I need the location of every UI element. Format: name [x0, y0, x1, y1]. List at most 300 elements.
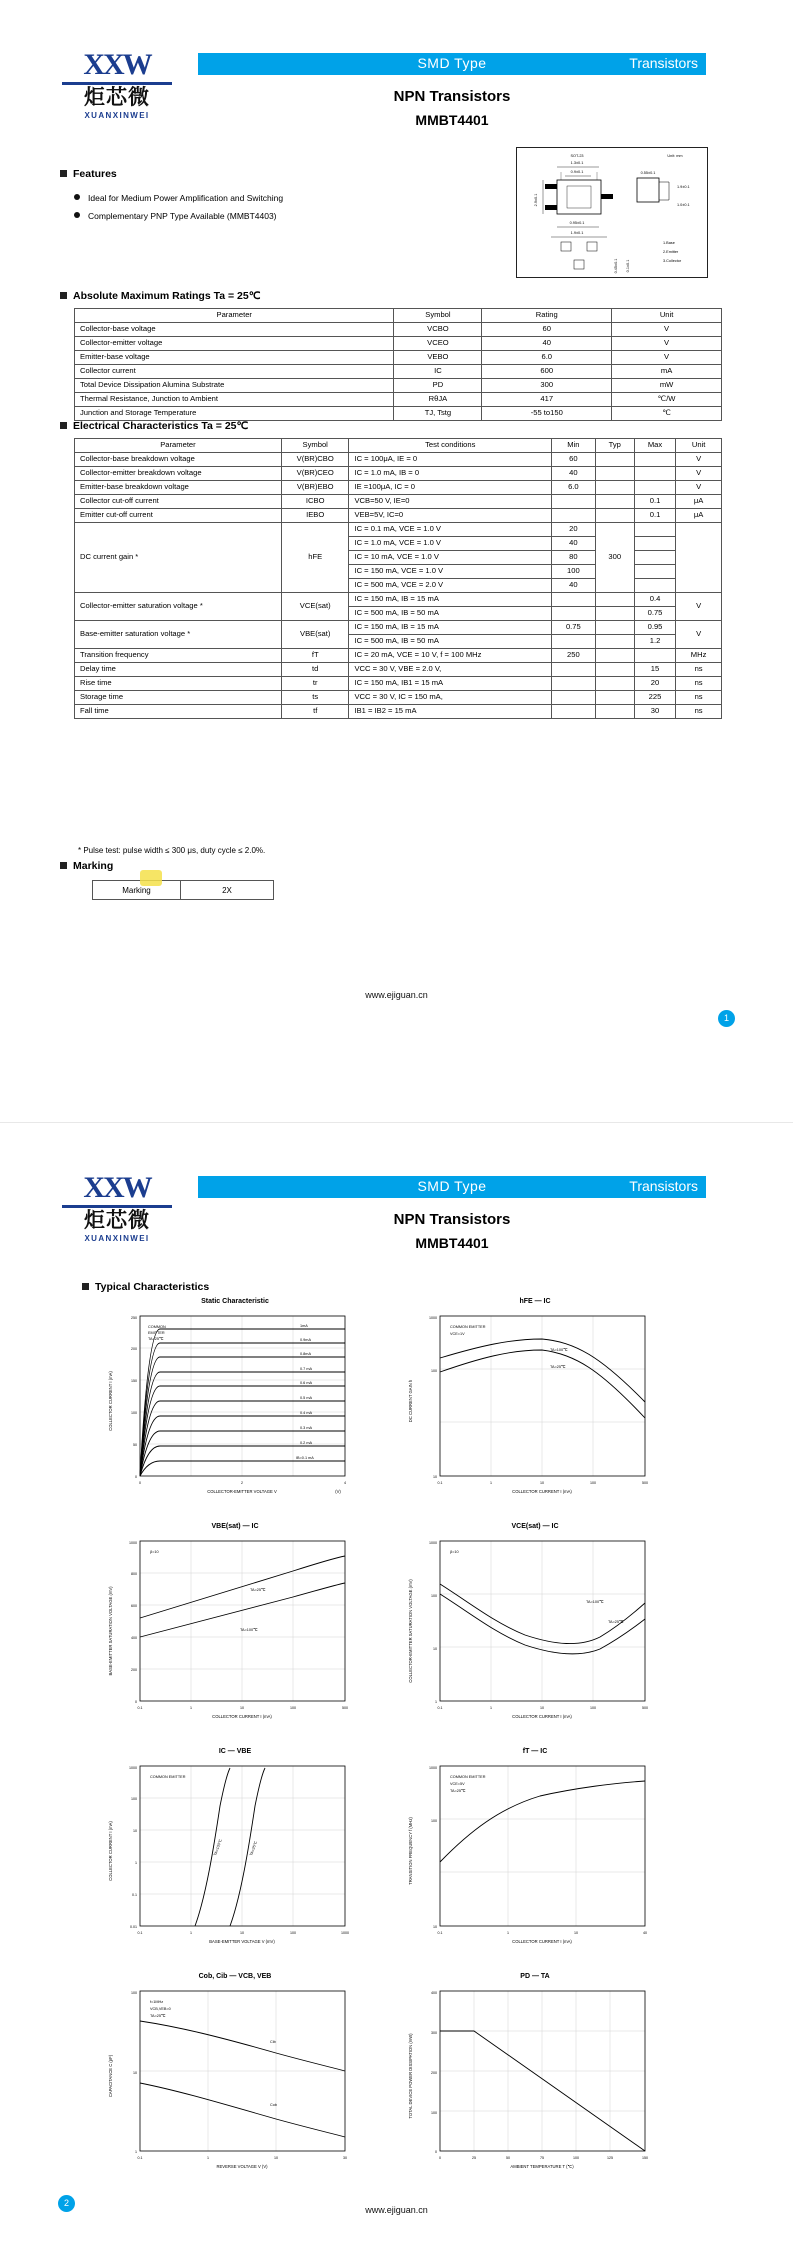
table-row — [75, 495, 722, 509]
table-row — [75, 365, 722, 379]
cell-unit: ℃ — [612, 407, 722, 421]
col-typ: Typ — [595, 439, 634, 453]
cell-max: 15 — [634, 663, 675, 677]
col-symbol: Symbol — [394, 309, 482, 323]
svg-text:0.8mA: 0.8mA — [300, 1352, 311, 1356]
cell-max — [634, 565, 675, 579]
cell-unit: V — [612, 337, 722, 351]
table-row — [75, 705, 722, 719]
svg-text:COLLECTOR CURRENT I (mA): COLLECTOR CURRENT I (mA) — [108, 1821, 113, 1881]
svg-text:0.9±0.1: 0.9±0.1 — [570, 170, 584, 174]
svg-text:COLLECTOR CURRENT I (mA): COLLECTOR CURRENT I (mA) — [512, 1939, 572, 1944]
svg-text:0.01: 0.01 — [130, 1925, 137, 1929]
cell-condition: IC = 150 mA, IB = 15 mA — [349, 593, 552, 607]
svg-text:10: 10 — [240, 1931, 244, 1935]
svg-text:1.9±0.1: 1.9±0.1 — [677, 185, 690, 189]
cell-parameter: Collector-base breakdown voltage — [75, 453, 282, 467]
cell-condition: IC = 100μA, IE = 0 — [349, 453, 552, 467]
svg-text:TRANSITION FREQUENCY f (M: TRANSITION FREQUENCY f (MHz) — [408, 1817, 413, 1885]
svg-text:100: 100 — [431, 2111, 437, 2115]
company-logo — [62, 1173, 172, 1243]
cell-parameter: Collector cut-off current — [75, 495, 282, 509]
cell-symbol: V(BR)EBO — [281, 481, 349, 495]
col-unit: Unit — [676, 439, 722, 453]
svg-text:1mA: 1mA — [300, 1324, 308, 1328]
svg-text:10: 10 — [540, 1481, 544, 1485]
chart-ic-vs-vbe — [100, 1748, 370, 1946]
svg-text:COLLECTOR-EMITTER VOLTAGE V: COLLECTOR-EMITTER VOLTAGE V — [207, 1489, 277, 1494]
cell-parameter: Emitter-base voltage — [75, 351, 394, 365]
cell-max — [634, 649, 675, 663]
col-max: Max — [634, 439, 675, 453]
svg-text:100: 100 — [573, 2156, 579, 2160]
cell-condition: IC = 500 mA, IB = 50 mA — [349, 607, 552, 621]
svg-text:REVERSE VOLTAGE V (V): REVERSE VOLTAGE V (V) — [216, 2164, 268, 2169]
table-row — [75, 337, 722, 351]
part-number: MMBT4401 — [415, 112, 489, 128]
chart-title: IC — VBE — [218, 1748, 252, 1755]
table-row — [75, 323, 722, 337]
svg-text:3.Collector: 3.Collector — [663, 259, 682, 263]
svg-text:10: 10 — [274, 2156, 278, 2160]
svg-text:100: 100 — [131, 1411, 137, 1415]
cell-parameter: Collector-emitter voltage — [75, 337, 394, 351]
cell-symbol: hFE — [281, 523, 349, 593]
svg-text:0: 0 — [435, 2150, 437, 2154]
cell-parameter: DC current gain * — [75, 523, 282, 593]
dot-bullet-icon — [74, 194, 80, 200]
svg-text:50: 50 — [506, 2156, 510, 2160]
cell-condition: VCB=50 V, IE=0 — [349, 495, 552, 509]
cell-parameter: Collector-emitter breakdown voltage — [75, 467, 282, 481]
cell-typ — [595, 691, 634, 705]
svg-text:400: 400 — [431, 1991, 437, 1995]
cell-condition: VCC = 30 V, IC = 150 mA, — [349, 691, 552, 705]
chart-title: VBE(sat) — IC — [211, 1523, 259, 1530]
dot-bullet-icon — [74, 212, 80, 218]
cell-symbol: PD — [394, 379, 482, 393]
cell-max: 1.2 — [634, 635, 675, 649]
table-row — [75, 509, 722, 523]
cell-parameter: Junction and Storage Temperature — [75, 407, 394, 421]
cell-unit: V — [612, 351, 722, 365]
cell-condition: IC = 0.1 mA, VCE = 1.0 V — [349, 523, 552, 537]
chart-vbe-sat-vs-ic — [100, 1523, 370, 1721]
col-unit: Unit — [612, 309, 722, 323]
cell-min: 250 — [552, 649, 596, 663]
col-symbol: Symbol — [281, 439, 349, 453]
cell-unit: MHz — [676, 649, 722, 663]
svg-text:TA=25℃: TA=25℃ — [249, 1840, 259, 1857]
cell-typ — [595, 635, 634, 649]
svg-text:10: 10 — [433, 1647, 437, 1651]
svg-text:300: 300 — [431, 2031, 437, 2035]
svg-text:TA=100℃: TA=100℃ — [213, 1838, 223, 1857]
cell-rating: 600 — [482, 365, 612, 379]
header-band-right: Transistors — [629, 1178, 698, 1194]
page-title: NPN Transistors — [393, 88, 511, 105]
svg-text:0.4 mA: 0.4 mA — [300, 1411, 313, 1415]
svg-text:0.1: 0.1 — [437, 1931, 443, 1935]
table-header-row — [75, 439, 722, 453]
svg-text:0.55±0.1: 0.55±0.1 — [640, 171, 656, 175]
square-bullet-icon — [60, 862, 67, 869]
cell-min — [552, 607, 596, 621]
svg-text:1: 1 — [490, 1481, 492, 1485]
svg-text:β=10: β=10 — [150, 1550, 159, 1554]
cell-parameter: Transition frequency — [75, 649, 282, 663]
cell-typ — [595, 649, 634, 663]
chart-pd-vs-ta — [400, 1973, 670, 2171]
chart-title: hFE — IC — [519, 1298, 551, 1305]
chart-vce-sat-vs-ic — [400, 1523, 670, 1721]
cell-parameter: Collector-emitter saturation voltage * — [75, 593, 282, 621]
cell-parameter: Storage time — [75, 691, 282, 705]
part-number: MMBT4401 — [415, 1235, 489, 1251]
table-row — [75, 677, 722, 691]
cell-symbol: fT — [281, 649, 349, 663]
svg-text:TA=100℃: TA=100℃ — [550, 1348, 568, 1352]
svg-text:0: 0 — [135, 1475, 137, 1479]
page2-header — [0, 1123, 793, 1253]
cell-typ — [595, 481, 634, 495]
svg-text:(V): (V) — [335, 1489, 341, 1494]
logo-chinese-name: 炬芯微 — [84, 1209, 150, 1232]
svg-text:150: 150 — [642, 2156, 648, 2160]
table-row — [75, 453, 722, 467]
cell-typ — [595, 607, 634, 621]
cell-typ — [595, 495, 634, 509]
cell-condition: VCC = 30 V, VBE = 2.0 V, — [349, 663, 552, 677]
svg-text:EMITTER: EMITTER — [148, 1331, 165, 1335]
table-header-row — [75, 309, 722, 323]
cell-unit: ns — [676, 691, 722, 705]
cell-rating: 417 — [482, 393, 612, 407]
cell-symbol: VEBO — [394, 351, 482, 365]
svg-text:10: 10 — [540, 1706, 544, 1710]
electrical-characteristics-table — [74, 438, 722, 719]
svg-text:0.95±0.1: 0.95±0.1 — [569, 221, 585, 225]
svg-text:30: 30 — [343, 2156, 347, 2160]
svg-text:TA=25℃: TA=25℃ — [250, 1588, 266, 1592]
svg-text:100: 100 — [590, 1481, 596, 1485]
cell-parameter: Base-emitter saturation voltage * — [75, 621, 282, 649]
table-row — [75, 621, 722, 635]
col-parameter: Parameter — [75, 309, 394, 323]
logo-chinese-name: 炬芯微 — [84, 86, 150, 109]
svg-text:100: 100 — [431, 1369, 437, 1373]
svg-text:Cob: Cob — [270, 2103, 277, 2107]
svg-text:TA=100℃: TA=100℃ — [586, 1600, 604, 1604]
svg-text:100: 100 — [590, 1706, 596, 1710]
svg-text:1.9±0.1: 1.9±0.1 — [570, 231, 584, 235]
cell-parameter: Emitter-base breakdown voltage — [75, 481, 282, 495]
cell-rating: 40 — [482, 337, 612, 351]
svg-text:TA=25℃: TA=25℃ — [550, 1365, 566, 1369]
cell-max: 0.1 — [634, 509, 675, 523]
features-heading: Features — [60, 168, 117, 180]
svg-text:0.1: 0.1 — [137, 1706, 143, 1710]
svg-text:0.9mA: 0.9mA — [300, 1338, 311, 1342]
chart-static-characteristic — [100, 1298, 370, 1496]
svg-text:0.1: 0.1 — [137, 1931, 143, 1935]
svg-text:50: 50 — [133, 1443, 137, 1447]
col-min: Min — [552, 439, 596, 453]
svg-text:2: 2 — [241, 1481, 243, 1485]
cell-max — [634, 537, 675, 551]
package-outline-drawing — [516, 147, 708, 278]
svg-text:1: 1 — [435, 1700, 437, 1704]
svg-text:0.5 mA: 0.5 mA — [300, 1396, 313, 1400]
svg-text:10: 10 — [133, 2071, 137, 2075]
marking-code: 2X — [222, 885, 232, 895]
header-band-left: SMD Type — [417, 55, 487, 71]
page1-header — [0, 0, 793, 130]
chart-title: VCE(sat) — IC — [511, 1523, 559, 1530]
table-row — [75, 351, 722, 365]
cell-max: 0.75 — [634, 607, 675, 621]
svg-text:100: 100 — [131, 1797, 137, 1801]
svg-text:0: 0 — [139, 1481, 141, 1485]
svg-text:TA=25℃: TA=25℃ — [450, 1789, 466, 1793]
table-row — [75, 393, 722, 407]
cell-symbol: VCBO — [394, 323, 482, 337]
cell-unit: μA — [676, 495, 722, 509]
cell-min — [552, 677, 596, 691]
abs-max-heading: Absolute Maximum Ratings Ta = 25℃ — [60, 290, 261, 302]
cell-unit: ns — [676, 663, 722, 677]
svg-text:0.7 mA: 0.7 mA — [300, 1367, 313, 1371]
svg-text:IB=0.1 mA: IB=0.1 mA — [296, 1456, 314, 1460]
cell-max — [634, 523, 675, 537]
svg-text:β=10: β=10 — [450, 1550, 459, 1554]
cell-condition: IC = 150 mA, VCE = 1.0 V — [349, 565, 552, 579]
cell-min: 80 — [552, 551, 596, 565]
svg-text:800: 800 — [131, 1572, 137, 1576]
chart-title: Cob, Cib — VCB, VEB — [198, 1973, 272, 1980]
header-band — [198, 53, 706, 75]
svg-text:1000: 1000 — [341, 1931, 349, 1935]
marking-table — [92, 880, 274, 900]
cell-min: 40 — [552, 467, 596, 481]
cell-unit: V — [612, 323, 722, 337]
logo-divider — [62, 1205, 172, 1208]
svg-text:0.45±0.1: 0.45±0.1 — [614, 258, 618, 274]
svg-text:0: 0 — [135, 1700, 137, 1704]
cell-max: 0.95 — [634, 621, 675, 635]
svg-text:100: 100 — [290, 1706, 296, 1710]
cell-unit: mW — [612, 379, 722, 393]
marking-heading: Marking — [60, 860, 113, 872]
cell-min: 60 — [552, 453, 596, 467]
svg-text:500: 500 — [642, 1481, 648, 1485]
cell-min — [552, 509, 596, 523]
cell-min — [552, 635, 596, 649]
col-parameter: Parameter — [75, 439, 282, 453]
cell-min — [552, 593, 596, 607]
cell-condition: IC = 150 mA, IB = 15 mA — [349, 621, 552, 635]
svg-text:100: 100 — [431, 1819, 437, 1823]
cell-unit: V — [676, 467, 722, 481]
cell-parameter: Collector current — [75, 365, 394, 379]
svg-text:f=1MHz: f=1MHz — [150, 2000, 164, 2004]
cell-unit: V — [676, 593, 722, 621]
table-row — [75, 691, 722, 705]
svg-text:1: 1 — [135, 2150, 137, 2154]
svg-text:40: 40 — [643, 1931, 647, 1935]
svg-text:0: 0 — [439, 2156, 441, 2160]
chart-title: Static Characteristic — [201, 1298, 269, 1305]
svg-text:1000: 1000 — [429, 1766, 437, 1770]
cell-symbol: VCE(sat) — [281, 593, 349, 621]
svg-text:150: 150 — [131, 1379, 137, 1383]
cell-condition: IC = 150 mA, IB1 = 15 mA — [349, 677, 552, 691]
col-rating: Rating — [482, 309, 612, 323]
svg-text:1: 1 — [490, 1706, 492, 1710]
table-row — [75, 593, 722, 607]
cell-condition: IC = 500 mA, VCE = 2.0 V — [349, 579, 552, 593]
cell-rating: 6.0 — [482, 351, 612, 365]
svg-text:600: 600 — [131, 1604, 137, 1608]
cell-min — [552, 495, 596, 509]
svg-text:COLLECTOR CURRENT I (mA): COLLECTOR CURRENT I (mA) — [512, 1714, 572, 1719]
electrical-heading: Electrical Characteristics Ta = 25℃ — [60, 420, 248, 432]
svg-text:10: 10 — [433, 1925, 437, 1929]
square-bullet-icon — [82, 1283, 89, 1290]
svg-text:1000: 1000 — [129, 1766, 137, 1770]
svg-text:TA=25℃: TA=25℃ — [148, 1337, 164, 1341]
svg-text:1.Base: 1.Base — [663, 241, 675, 245]
cell-max: 30 — [634, 705, 675, 719]
cell-symbol: V(BR)CEO — [281, 467, 349, 481]
svg-text:1: 1 — [135, 1861, 137, 1865]
square-bullet-icon — [60, 422, 67, 429]
cell-max — [634, 453, 675, 467]
cell-unit: V — [676, 453, 722, 467]
svg-text:1: 1 — [190, 1706, 192, 1710]
cell-typ — [595, 453, 634, 467]
cell-unit: V — [676, 621, 722, 649]
cell-parameter: Emitter cut-off current — [75, 509, 282, 523]
svg-text:TA=100℃: TA=100℃ — [240, 1628, 258, 1632]
cell-condition: IB1 = IB2 = 15 mA — [349, 705, 552, 719]
cell-condition: IE =100μA, IC = 0 — [349, 481, 552, 495]
footer-url-page1[interactable]: www.ejiguan.cn — [365, 990, 428, 1000]
svg-text:TA=25℃: TA=25℃ — [150, 2014, 166, 2018]
svg-text:10: 10 — [133, 1829, 137, 1833]
svg-text:0.1: 0.1 — [437, 1481, 443, 1485]
svg-text:VCB,VEB=0: VCB,VEB=0 — [150, 2007, 171, 2011]
svg-text:SOT-23: SOT-23 — [570, 154, 584, 158]
svg-text:200: 200 — [431, 2071, 437, 2075]
svg-text:0.1±0.1: 0.1±0.1 — [626, 259, 630, 273]
svg-text:TA=25℃: TA=25℃ — [608, 1620, 624, 1624]
chart-title: fT — IC — [522, 1748, 548, 1755]
table-row — [75, 379, 722, 393]
svg-text:TOTAL DEVICE POWER DISSIPATION: TOTAL DEVICE POWER DISSIPATION (mW) — [408, 2033, 413, 2119]
logo-pinyin: XUANXINWEI — [84, 111, 150, 121]
cell-max — [634, 481, 675, 495]
header-band-left: SMD Type — [417, 1178, 487, 1194]
cell-typ — [595, 663, 634, 677]
logo-mark: XXW — [83, 48, 151, 81]
cell-min: 20 — [552, 523, 596, 537]
cell-symbol: IC — [394, 365, 482, 379]
cell-typ — [595, 509, 634, 523]
svg-text:2.9±0.1: 2.9±0.1 — [534, 193, 538, 207]
svg-text:COMMON EMITTER: COMMON EMITTER — [450, 1325, 486, 1329]
cell-unit: V — [676, 481, 722, 495]
table-row — [75, 523, 722, 537]
svg-text:100: 100 — [290, 1931, 296, 1935]
svg-text:0.1: 0.1 — [132, 1893, 137, 1897]
cell-symbol: TJ, Tstg — [394, 407, 482, 421]
cell-parameter: Fall time — [75, 705, 282, 719]
svg-text:VCE=1V: VCE=1V — [450, 1332, 465, 1336]
cell-typ — [595, 705, 634, 719]
svg-text:250: 250 — [131, 1316, 137, 1320]
svg-text:0.1: 0.1 — [437, 1706, 443, 1710]
col-test-conditions: Test conditions — [349, 439, 552, 453]
svg-text:COLLECTOR-EMITTER SATURATION V: COLLECTOR-EMITTER SATURATION VOLTAGE (mV) — [408, 1579, 413, 1683]
svg-text:75: 75 — [540, 2156, 544, 2160]
cell-rating: -55 to150 — [482, 407, 612, 421]
cell-max — [634, 579, 675, 593]
svg-text:1.0±0.1: 1.0±0.1 — [677, 203, 690, 207]
svg-text:AMBIENT TEMPERATURE T (℃): AMBIENT TEMPERATURE T (℃) — [510, 2164, 574, 2169]
footer-url-page2[interactable]: www.ejiguan.cn — [365, 2205, 428, 2215]
svg-text:COLLECTOR CURRENT I (mA): COLLECTOR CURRENT I (mA) — [212, 1714, 272, 1719]
cell-min — [552, 705, 596, 719]
logo-divider — [62, 82, 172, 85]
chart-capacitance — [100, 1973, 370, 2171]
svg-text:500: 500 — [342, 1706, 348, 1710]
feature-item-0: Ideal for Medium Power Amplification and Switching — [74, 193, 283, 203]
svg-text:Cib: Cib — [270, 2040, 276, 2044]
page-number-1: 1 — [718, 1010, 735, 1027]
typical-characteristics-heading: Typical Characteristics — [82, 1281, 209, 1293]
chart-hfe-vs-ic — [400, 1298, 670, 1496]
table-row — [75, 649, 722, 663]
svg-text:100: 100 — [131, 1991, 137, 1995]
cell-typ — [595, 467, 634, 481]
svg-text:1: 1 — [207, 2156, 209, 2160]
svg-text:VCE=5V: VCE=5V — [450, 1782, 465, 1786]
table-row — [75, 407, 722, 421]
page-2 — [0, 1122, 793, 2244]
pulse-test-note: * Pulse test: pulse width ≤ 300 μs, duty cycle ≤ 2.0%. — [78, 846, 266, 855]
cell-min: 6.0 — [552, 481, 596, 495]
svg-text:BASE-EMITTER VOLTAGE V (m: BASE-EMITTER VOLTAGE V (mV) — [209, 1939, 275, 1944]
svg-text:Unit: mm: Unit: mm — [667, 154, 683, 158]
page-title: NPN Transistors — [393, 1211, 511, 1228]
cell-unit: mA — [612, 365, 722, 379]
chart-title: PD — TA — [520, 1973, 550, 1980]
cell-min: 40 — [552, 537, 596, 551]
svg-text:1000: 1000 — [429, 1541, 437, 1545]
cell-max: 0.4 — [634, 593, 675, 607]
cell-parameter: Delay time — [75, 663, 282, 677]
cell-typ — [595, 677, 634, 691]
svg-text:10: 10 — [433, 1475, 437, 1479]
svg-text:1: 1 — [507, 1931, 509, 1935]
cell-symbol: tr — [281, 677, 349, 691]
cell-symbol: VBE(sat) — [281, 621, 349, 649]
cell-min: 0.75 — [552, 621, 596, 635]
cell-condition: IC = 10 mA, VCE = 1.0 V — [349, 551, 552, 565]
marking-label: Marking — [93, 881, 181, 899]
cell-symbol: ts — [281, 691, 349, 705]
